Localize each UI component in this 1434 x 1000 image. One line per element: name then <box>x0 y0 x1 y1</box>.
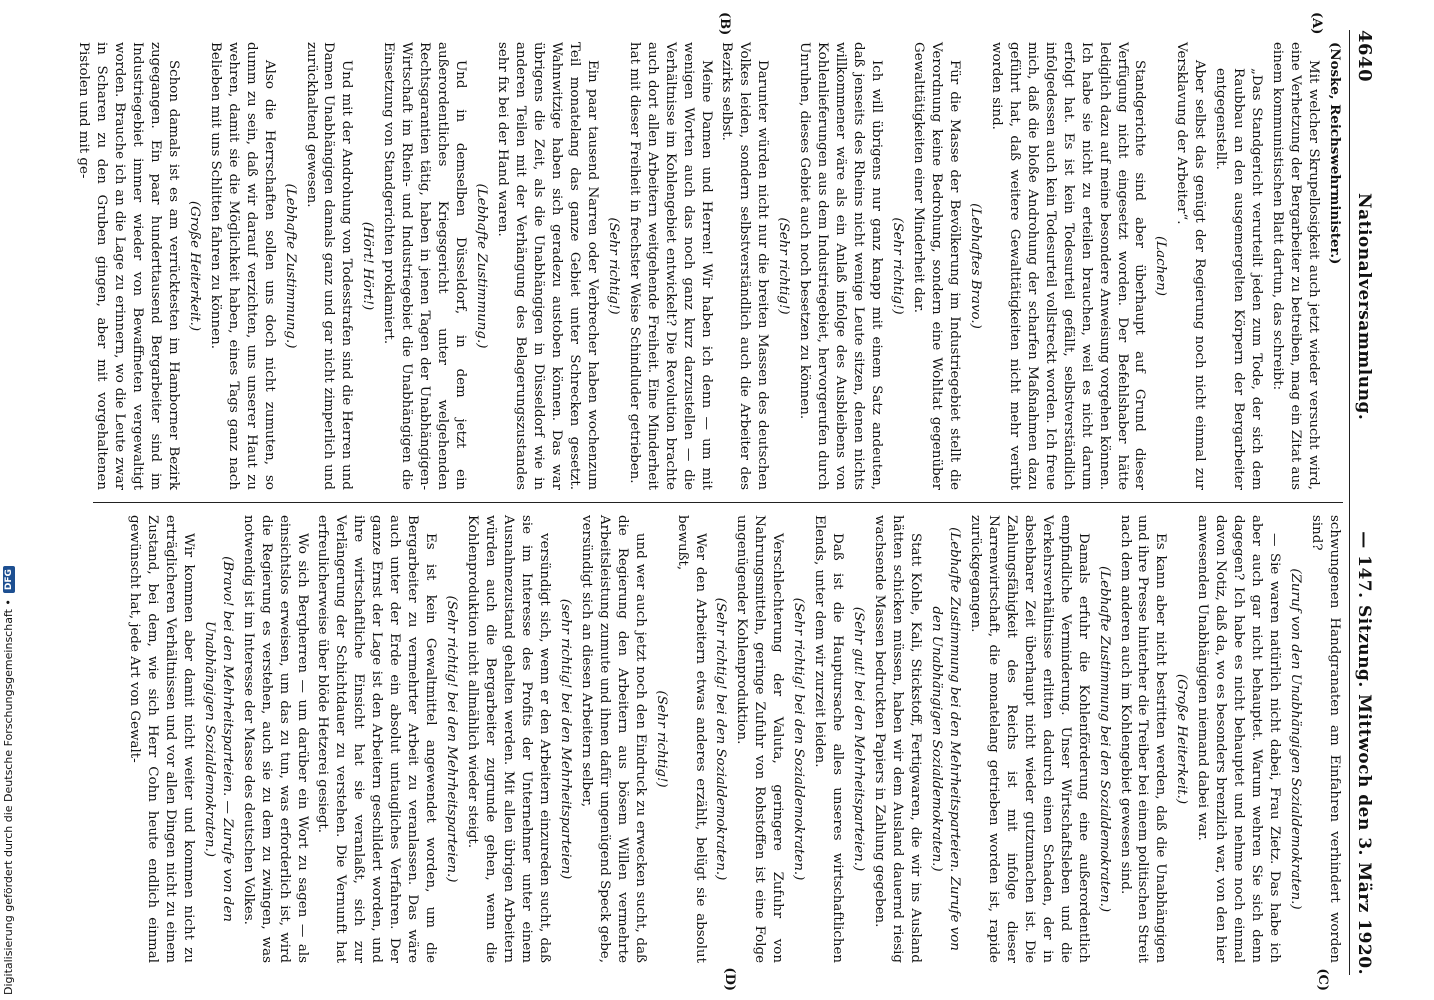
interjection: (Bravo! bei den Mehrheitsparteien. — Zurufe von den Unabhängigen Sozialdemokraten.) <box>201 556 235 922</box>
paragraph: Es ist kein Gewaltmittel angewendet worden, um die Bergarbeiter zu vermehrter Arbeit zu veranlassen. Das wäre auch unter der Erde ein absolut untaugliches Verfahren. Der ganze Ernst der Lage ist den Arbeitern geschildert worden, und ihre wirtschaftliche Einsicht hat sie veranlaßt, sich zur Verlängerung der Schichtdauer zu verstehen. Die Vernunft hat erfreulicherweise über blöde Hetzerei gesiegt. <box>315 515 439 963</box>
credit-text: Digitalisierung gefördert durch die Deutsche Forschungsgemeinschaft • <box>2 599 15 995</box>
paragraph: versündigt sich, wenn er den Arbeitern einzureden sucht, daß sie im Interesse des Profits der Unternehmer unter einem Ausnahmezustand gehalten werden. Mit allen übrigen Arbeitern würden auch die Bergarbeiter zugrunde gehen, wenn die Kohlenproduktion nicht allmählich wieder steigt. <box>465 515 552 963</box>
paragraph: Wir kommen aber damit nicht weiter und kommen nicht zu erträglicheren Verhältnissen und vor allen Dingen nicht zu einem Zustand, bei dem, wie sich Herr Cohn heute endlich einmal gewünscht hat, jede Art von Gewalt- <box>126 515 196 963</box>
session-info: — 147. Sitzung. Mittwoch den 3. März 1920. <box>1354 531 1374 975</box>
interjection: (sehr richtig! bei den Mehrheitsparteien) <box>557 598 573 880</box>
margin-marker-b: (B) <box>717 12 732 36</box>
assembly-title: Nationalversammlung. <box>1354 193 1374 421</box>
paragraph: und wer auch jetzt noch den Eindruck zu erwecken sucht, daß die Regierung den Arbeitern aus bösem Willen vermehrte Arbeitsleistung zumute und ihnen dafür ungenügend Speck gebe, versündigt sich an diesen Arbeitern selber, <box>578 515 648 963</box>
paragraph: Meine Damen und Herren! Wir haben ich denn — um mit wenigen Worten auch das noch ganz kurz darzustellen — die Verhältnisse im Kohlengebiet entwickelt? Die Revolution brachte auch dort allen Arbeitern weitgehende Freiheit. Eine Minderheit hat mit dieser Freiheit in frechster Weise Schindluder getrieben. <box>626 42 714 490</box>
paragraph: Ein paar tausend Narren oder Verbrecher haben wochenzum Teil monatelang das ganze Gebiet unter Schrecken gesetzt. Wahnwitzige haben sich geradezu austoben können. Das war übrigens die Zeit, als die Unabhängigen in Düsseldorf wie in anderen Teilen mit der Verhängung des Belagerungszustandes sehr fix bei der Hand waren. <box>495 42 600 490</box>
paragraph: Also die Herrschaften sollen uns doch nicht zumuten, so dumm zu sein, daß wir darauf verzichten, uns unserer Haut zu wehren, damit sie die Möglichkeit haben, eines Tags ganz nach Belieben mit uns Schlitten fahren zu können. <box>207 42 277 490</box>
margin-marker-a: (A) <box>1309 12 1324 35</box>
paragraph: Damals erfuhr die Kohlenförderung eine außerordentlich empfindliche Verminderung. Unser Wirtschaftsleben und die Verkehrsverhältnisse erlitten dadurch einen Schaden, der in absehbarer Zeit überhaupt nicht wieder gutzumachen ist. Die Zahlungsfähigkeit des Reichs ist mit infolge dieser Narrenwirtschaft, die monatelang getrieben worden ist, rapide zurückgegangen. <box>967 515 1091 963</box>
interjection: (Sehr gut! bei den Mehrheitsparteien.) <box>851 606 867 872</box>
page-header <box>1349 30 1375 975</box>
interjection: (Lebhafte Zustimmung.) <box>282 183 298 349</box>
document-page <box>65 8 1385 993</box>
interjection: (Zuruf von den Unabhängigen Sozialdemokraten.) <box>1288 568 1304 910</box>
interjection: (Große Heiterkeit.) <box>1174 673 1190 805</box>
paragraph: Und in demselben Düsseldorf, in dem jetzt ein außerordentliches Kriegsgericht unter welgehenden Rechtsgarantien tätig, haben in jenen Tagen der Unabhängigen-Wirtschaft im Rhein- und Industriegebiet die Unabhängigen die Einsetzung von Standgerichten proklamiert. <box>381 42 469 490</box>
paragraph: Wo sich Bergherren — um darüber ein Wort zu sagen — als einsichtslos erweisen, um das zu tun, was erforderlich ist, wird die Regierung es verstehen, auch sie zu dem zu zwingen, was notwendig ist im Interesse der Masse des deutschen Volkes. <box>240 515 310 963</box>
speaker-label: (Noske, Reichswehrminister.) <box>1327 42 1343 265</box>
text-columns <box>76 12 1343 991</box>
right-column <box>93 503 1343 991</box>
interjection: (Sehr richtig!) <box>776 217 792 315</box>
interjection: (Sehr richtig! bei den Mehrheitsparteien.) <box>444 595 460 883</box>
page-number: 4640 <box>1354 30 1375 83</box>
interjection: (Große Heiterkeit.) <box>186 200 202 332</box>
interjection: (Sehr richtig!) <box>890 217 906 315</box>
paragraph: Statt Kohle, Kali, Stickstoff, Fertigwaren, die wir ins Ausland hätten schicken müssen, haben wir dem Ausland dauernd riesig wachsende Massen bedruckten Papiers in Zahlung gegeben. <box>872 515 924 963</box>
margin-marker-d: (D) <box>722 967 737 991</box>
interjection: (Lebhafte Zustimmung.) <box>474 183 490 349</box>
interjection: (Lebhafte Zustimmung bei den Sozialdemokraten.) <box>1096 565 1112 913</box>
paragraph: schwungenen Handgranaten am Einfahren verhindert worden sind? <box>1309 515 1342 963</box>
dfg-logo: DFG <box>3 566 15 593</box>
interjection: (Sehr richtig!) <box>653 690 669 788</box>
paragraph: Wer den Arbeitern etwas anderes erzählt, belügt sie absolut bewußt, <box>674 515 708 963</box>
paragraph: Daß ist die Hauptursache alles unseres wirtschaftlichen Elends, unter dem wir zurzeit leiden. <box>812 515 846 963</box>
paragraph: Für die Masse der Bevölkerung im Industriegebiet stellt die Verordnung keine Bedrohung, sondern eine Wohltat gegenüber Gewalttätigkeiten einer Minderheit dar. <box>911 42 962 490</box>
paragraph: Und mit der Androhung von Todesstrafen sind die Herren und Damen Unabhängigen damals ganz und gar nicht zimperlich und zurückhaltend gewesen. <box>303 42 355 490</box>
paragraph: Mit welcher Skrupellosigkeit auch jetzt wieder versucht wird, eine Verhetzung der Bergarbeiter zu betreiben, mag ein Zitat aus einem kommunistischen Blatt dartun, das schreibt: <box>1270 42 1322 490</box>
interjection: (Hört! Hört!) <box>360 221 376 311</box>
paragraph: Darunter würden nicht nur die breiten Massen des deutschen Volkes leiden, sondern selbstverständlich auch die Arbeiter des Bezirks selbst. <box>719 42 771 490</box>
interjection: (Sehr richtig!) <box>605 217 621 315</box>
paragraph: — Sie waren natürlich nicht dabei, Frau Zietz. Das habe ich aber auch gar nicht behauptet. Warum wehren Sie sich denn dagegen? Ich habe es nicht behauptet und nehme noch einmal davon Notiz, daß da, wo es besonders brenzlich war, von den hier anwesenden Unabhängigen niemand dabei war. <box>1195 515 1283 963</box>
paragraph: Es kann aber nicht bestritten werden, daß die Unabhängigen und ihre Presse hinterher die Treiber bei einem politischen Streit nach dem anderen auch im Kohlengebiet gewesen sind. <box>1117 515 1169 963</box>
paragraph: Standgerichte sind aber überhaupt auf Grund dieser Verfügung nicht eingesetzt worden. Der Befehlshaber hätte lediglich dazu auf meine besondere Anweisung vorgehen können. Ich habe sie nicht zu erteilen brauchen, weil es nicht darum erfolgt hat. Es ist kein Todesurteil gefällt, selbstverständlich infolgedessen auch kein Todesurteil vollstreckt worden. Ich freue mich, daß die bloße Androhung der scharfen Maßnahmen dazu geführt hat, daß weitere Gewalttätigkeiten nicht mehr verübt worden sind. <box>988 42 1148 490</box>
interjection: (Sehr richtig! bei den Sozialdemokraten.) <box>791 597 807 881</box>
interjection: (Lachen) <box>1153 236 1169 296</box>
paragraph: Ich will übrigens nur ganz knapp mit einem Satz andeuten, daß jenseits des Rheins nicht wenige Leute sitzen, denen nichts willkommener wäre als ein Anlaß infolge des Ausbleibens von Kohlenlieferungen aus dem Industriegebiet, hervorgerufen durch Unruhen, dieses Gebiet auch noch besetzen zu können. <box>797 42 885 490</box>
interjection: (Lebhaftes Bravo.) <box>967 203 983 329</box>
left-column <box>76 12 1343 503</box>
paragraph: Verschlechterung der Valuta, geringere Zufuhr von Nahrungsmitteln, geringe Zufuhr von Rohstoffen ist eine Folge ungenügender Kohlenproduktion. <box>734 515 786 963</box>
digitization-credit <box>2 566 15 995</box>
paragraph: „Das Standgericht verurteilt jeden zum Tode, der sich dem Raubbau an den ausgemergelten Körpern der Bergarbeiter entgegenstellt. <box>1213 68 1265 490</box>
paragraph: Aber selbst das genügt der Regierung noch nicht einmal zur Versklavung der Arbeiter“. <box>1174 42 1208 490</box>
paragraph: Schon damals ist es am verrücktesten im Hamborner Bezirk zugegangen. Ein paar hunderttausend Bergarbeiter sind im Industriegebiet immer wieder von Bewaffneten vergewaltigt worden. Brauche ich an die Lage zu erinnern, wo die Leute zwar in Scharen zu den Gruben gingen, aber mit vorgehaltenen Pistolen und mit ge- <box>76 42 181 490</box>
margin-marker-c: (C) <box>1315 968 1330 991</box>
interjection: (Sehr richtig! bei den Sozialdemokraten.) <box>713 597 729 881</box>
interjection: (Lebhafte Zustimmung bei den Mehrheitsparteien. Zurufe von den Unabhängigen Sozialdemokraten.) <box>928 527 962 951</box>
